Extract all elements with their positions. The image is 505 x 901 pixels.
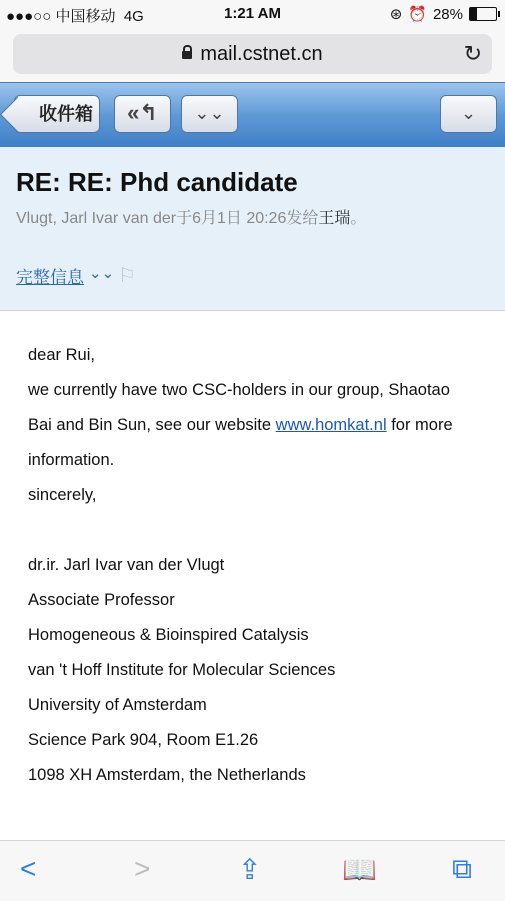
lock-icon	[182, 51, 192, 59]
inbox-back-label: 收件箱	[39, 104, 93, 124]
signature-university: University of Amsterdam	[28, 696, 207, 714]
url-field[interactable]	[13, 34, 492, 74]
back-icon[interactable]: <	[20, 853, 37, 884]
meta-suffix: 。	[350, 210, 367, 227]
greeting-line: dear Rui,	[28, 346, 95, 364]
clock: 1:21 AM	[224, 5, 281, 22]
menu-dropdown-button[interactable]	[440, 95, 497, 133]
signature-institute: van 't Hoff Institute for Molecular Sciences	[28, 661, 336, 679]
status-bar	[0, 0, 505, 28]
closing-line: sincerely,	[28, 486, 97, 504]
reply-all-icon: «↰	[127, 100, 158, 125]
rotation-lock-icon: ⊛	[389, 6, 403, 23]
signature-title: Associate Professor	[28, 591, 175, 609]
body-line-2-pre: Bai and Bin Sun, see our website	[28, 416, 276, 434]
reply-all-button[interactable]	[114, 95, 171, 133]
message-subject: RE: RE: Phd candidate	[16, 167, 298, 197]
forward-icon[interactable]: >	[134, 853, 151, 884]
battery-icon	[469, 7, 497, 21]
flag-icon[interactable]: ⚐	[118, 265, 136, 287]
url-display[interactable]	[13, 43, 492, 66]
meta-recipient[interactable]: 王瑞	[318, 210, 351, 227]
body-line-3: information.	[28, 451, 115, 469]
signature-city: 1098 XH Amsterdam, the Netherlands	[28, 766, 306, 784]
tabs-icon[interactable]: ⧉	[452, 853, 472, 884]
expand-chevron-icon[interactable]: ⌄⌄	[89, 265, 115, 282]
message-body	[28, 338, 488, 793]
battery-fill	[470, 8, 477, 20]
spacer	[28, 513, 488, 548]
battery-percent: 28%	[432, 5, 463, 23]
body-line-2-post: for more	[386, 416, 453, 434]
carrier-label: ●●●○○ 中国移动	[6, 8, 116, 25]
meta-sender: Vlugt, Jarl Ivar van der于6月1日 20:26发给	[16, 210, 319, 227]
inbox-back-button[interactable]	[14, 95, 100, 133]
message-header	[0, 147, 505, 311]
full-info-link[interactable]: 完整信息	[16, 268, 84, 287]
mail-toolbar	[0, 82, 505, 148]
share-icon[interactable]: ⇪	[238, 854, 262, 885]
browser-bottom-bar	[0, 840, 505, 901]
chevron-down-icon: ⌄	[460, 103, 477, 123]
network-label: 4G	[123, 8, 144, 25]
alarm-icon: ⏰	[408, 6, 427, 23]
message-meta	[16, 205, 366, 228]
body-line-1: we currently have two CSC-holders in our group, Shaotao	[28, 381, 450, 399]
signature-group: Homogeneous & Bioinspired Catalysis	[28, 626, 309, 644]
url-text: mail.cstnet.cn	[200, 43, 323, 65]
website-link[interactable]: www.homkat.nl	[275, 416, 387, 434]
body-line-2	[28, 408, 488, 443]
signature-name: dr.ir. Jarl Ivar van der Vlugt	[28, 556, 225, 574]
double-chevron-down-icon: ⌄⌄	[194, 103, 225, 123]
status-right	[390, 5, 497, 23]
bookmarks-icon[interactable]: 📖	[342, 854, 377, 885]
more-actions-button[interactable]	[181, 95, 238, 133]
address-bar	[0, 28, 505, 82]
reload-icon[interactable]: ↻	[463, 41, 482, 66]
signature-address: Science Park 904, Room E1.26	[28, 731, 259, 749]
